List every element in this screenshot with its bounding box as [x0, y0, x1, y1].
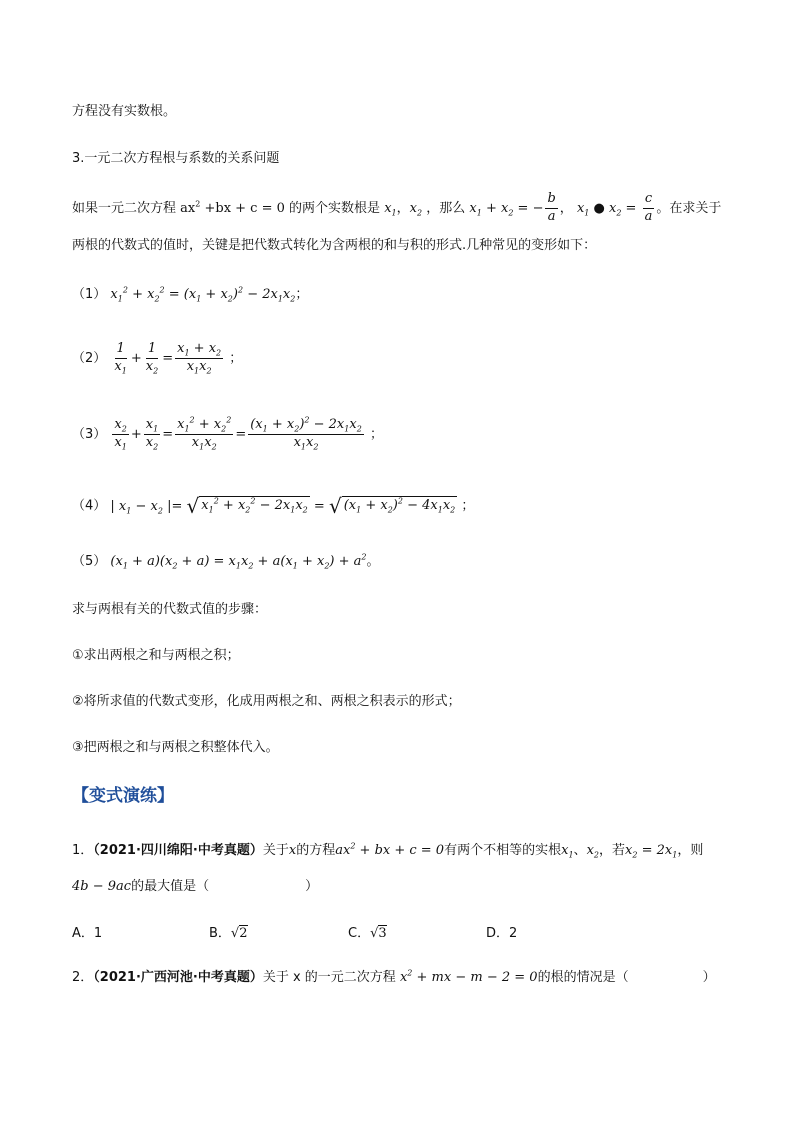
question-2-equation: $x^2$ + mx − m − 2 = 0 — [399, 968, 538, 985]
p1-text-d: 。在求关于 — [656, 200, 722, 216]
question-1-text-a: 关于 — [262, 843, 289, 858]
formula-3: （3） $\frac{x_2}{x_1}$ + $\frac{x_1}{x_2}$ = $\frac{x_1^2 + x_2^2}{x_1x_2}$ = $\frac{(x_1 + x_2)^2 - 2x_1x_2}{x_1x_2}$ ； — [72, 415, 383, 452]
question-1-line-2 — [72, 879, 318, 895]
p1-text-c: ，那么 — [426, 200, 466, 216]
question-1-text-c: 有两个不相等的实根 — [444, 843, 562, 858]
formula-2-label: （2） — [72, 350, 107, 366]
question-1-text-g: 的最大值是（ — [131, 879, 210, 894]
exercise-heading: 【变式演练】 — [72, 786, 174, 806]
section-3-title: 3.一元二次方程根与系数的关系问题 — [72, 151, 280, 166]
formula-4: （4） | $x_1 - x_2$ |= √ $x_1^2 + x_2^2 - 2x_1x_2$ = √ $(x_1 + x_2)^2 - 4x_1x_2$ ； — [72, 494, 475, 518]
formula-1: （1） $x_1^2 + x_2^2 = (x_1 + x_2)^2 - 2x_1x_2$； — [72, 285, 309, 304]
question-1-close-paren: ） — [305, 879, 319, 894]
sum-of-roots-formula: $x_1 + x_2$ = − $\frac{b}{a}$ — [469, 191, 556, 224]
option-c-value: √3 — [370, 926, 387, 941]
option-c[interactable] — [348, 926, 387, 942]
roots-formula: $x_1$ — [384, 200, 397, 218]
question-1-line-1: 1．（2021·四川绵阳·中考真题）关于x的方程$ax^2$ + bx + c = 0有两个不相等的实根$x_1$、$x_2$，若$x_2 = 2x_1$，则 — [72, 841, 704, 860]
vieta-paragraph: 如果一元二次方程 $ax^2 +bx + c = 0$ 的两个实数根是 $x_1$，$x_2$ ，那么 $x_1 + x_2$ = − $\frac{b}{a}$ ， $x_1$ ● $x_2$ = $\frac{c}{a}$ 。在求关于 — [72, 191, 722, 224]
option-a[interactable]: A．1 — [72, 926, 103, 941]
question-2-number: 2． — [72, 970, 94, 985]
formula-4-expression: | $x_1 - x_2$ |= √ $x_1^2 + x_2^2 - 2x_1x_2$ = √ $(x_1 + x_2)^2 - 4x_1x_2$ — [110, 494, 456, 518]
question-1-expression: 4b − 9ac — [72, 879, 132, 894]
formula-2-expression: $\frac{1}{x_1}$ + $\frac{1}{x_2}$ = $\frac{x_1 + x_2}{x_1x_2}$ — [114, 341, 222, 376]
question-2-text-b: 的根的情况是（ — [537, 970, 629, 985]
question-1-number: 1． — [72, 843, 94, 858]
question-1-source: （2021·四川绵阳·中考真题） — [93, 843, 263, 858]
formula-5-label: （5） — [72, 554, 107, 569]
formula-3-label: （3） — [72, 426, 107, 442]
option-b-label: B． — [209, 926, 231, 941]
question-1-text-f: ，则 — [677, 843, 704, 858]
formula-5-expression: $(x_1 + a)(x_2 + a) = x_1x_2 + a(x_1 + x_2) + a^2$ — [110, 552, 367, 571]
formula-4-label: （4） — [72, 498, 107, 514]
p1-text-a: 如果一元二次方程 — [72, 200, 177, 216]
formula-1-expression: $x_1^2 + x_2^2 = (x_1 + x_2)^2 - 2x_1x_2$ — [110, 285, 296, 304]
question-1-equation: $ax^2$ + bx + c = 0 — [335, 841, 445, 858]
step-1: ①求出两根之和与两根之积； — [72, 648, 240, 663]
question-1-text-d: 、 — [573, 843, 587, 858]
formula-5: （5） $(x_1 + a)(x_2 + a) = x_1x_2 + a(x_1 + x_2) + a^2$。 — [72, 552, 380, 571]
option-d[interactable]: D．2 — [486, 926, 518, 941]
quadratic-equation-formula: $ax^2 +bx + c = 0$ — [180, 199, 285, 216]
question-1-text-b: 的方程 — [296, 843, 336, 858]
formula-2: （2） $\frac{1}{x_1}$ + $\frac{1}{x_2}$ = $\frac{x_1 + x_2}{x_1x_2}$ ； — [72, 341, 243, 376]
p1-text-b: 的两个实数根是 — [289, 200, 381, 216]
option-b[interactable] — [209, 926, 248, 942]
formula-1-label: （1） — [72, 287, 107, 302]
formula-3-expression: $\frac{x_2}{x_1}$ + $\frac{x_1}{x_2}$ = $\frac{x_1^2 + x_2^2}{x_1x_2}$ = $\frac{(x_1 + x_2)^2 - 2x_1x_2}{x_1x_2}$ — [114, 415, 362, 452]
vieta-paragraph-line-2: 两根的代数式的值时，关键是把代数式转化为含两根的和与积的形式.几种常见的变形如下： — [72, 238, 597, 253]
question-2-source: （2021·广西河池·中考真题） — [93, 970, 263, 985]
question-1-condition: $x_2 = 2x_1$ — [625, 843, 678, 860]
product-of-roots-formula: $x_1$ ● $x_2$ = $\frac{c}{a}$ — [576, 191, 653, 224]
step-3: ③把两根之和与两根之积整体代入。 — [72, 740, 279, 755]
question-2-close-paren: ） — [702, 970, 716, 985]
option-c-label: C． — [348, 926, 371, 941]
question-2-line-1 — [72, 970, 716, 986]
question-1-text-e: ，若 — [599, 843, 626, 858]
steps-title: 求与两根有关的代数式值的步骤： — [72, 602, 268, 617]
text-line-1: 方程没有实数根。 — [72, 104, 177, 119]
step-2: ②将所求值的代数式变形，化成用两根之和、两根之积表示的形式； — [72, 694, 461, 709]
option-b-value: √2 — [230, 926, 248, 941]
question-2-text-a: 关于 x 的一元二次方程 — [262, 970, 396, 985]
